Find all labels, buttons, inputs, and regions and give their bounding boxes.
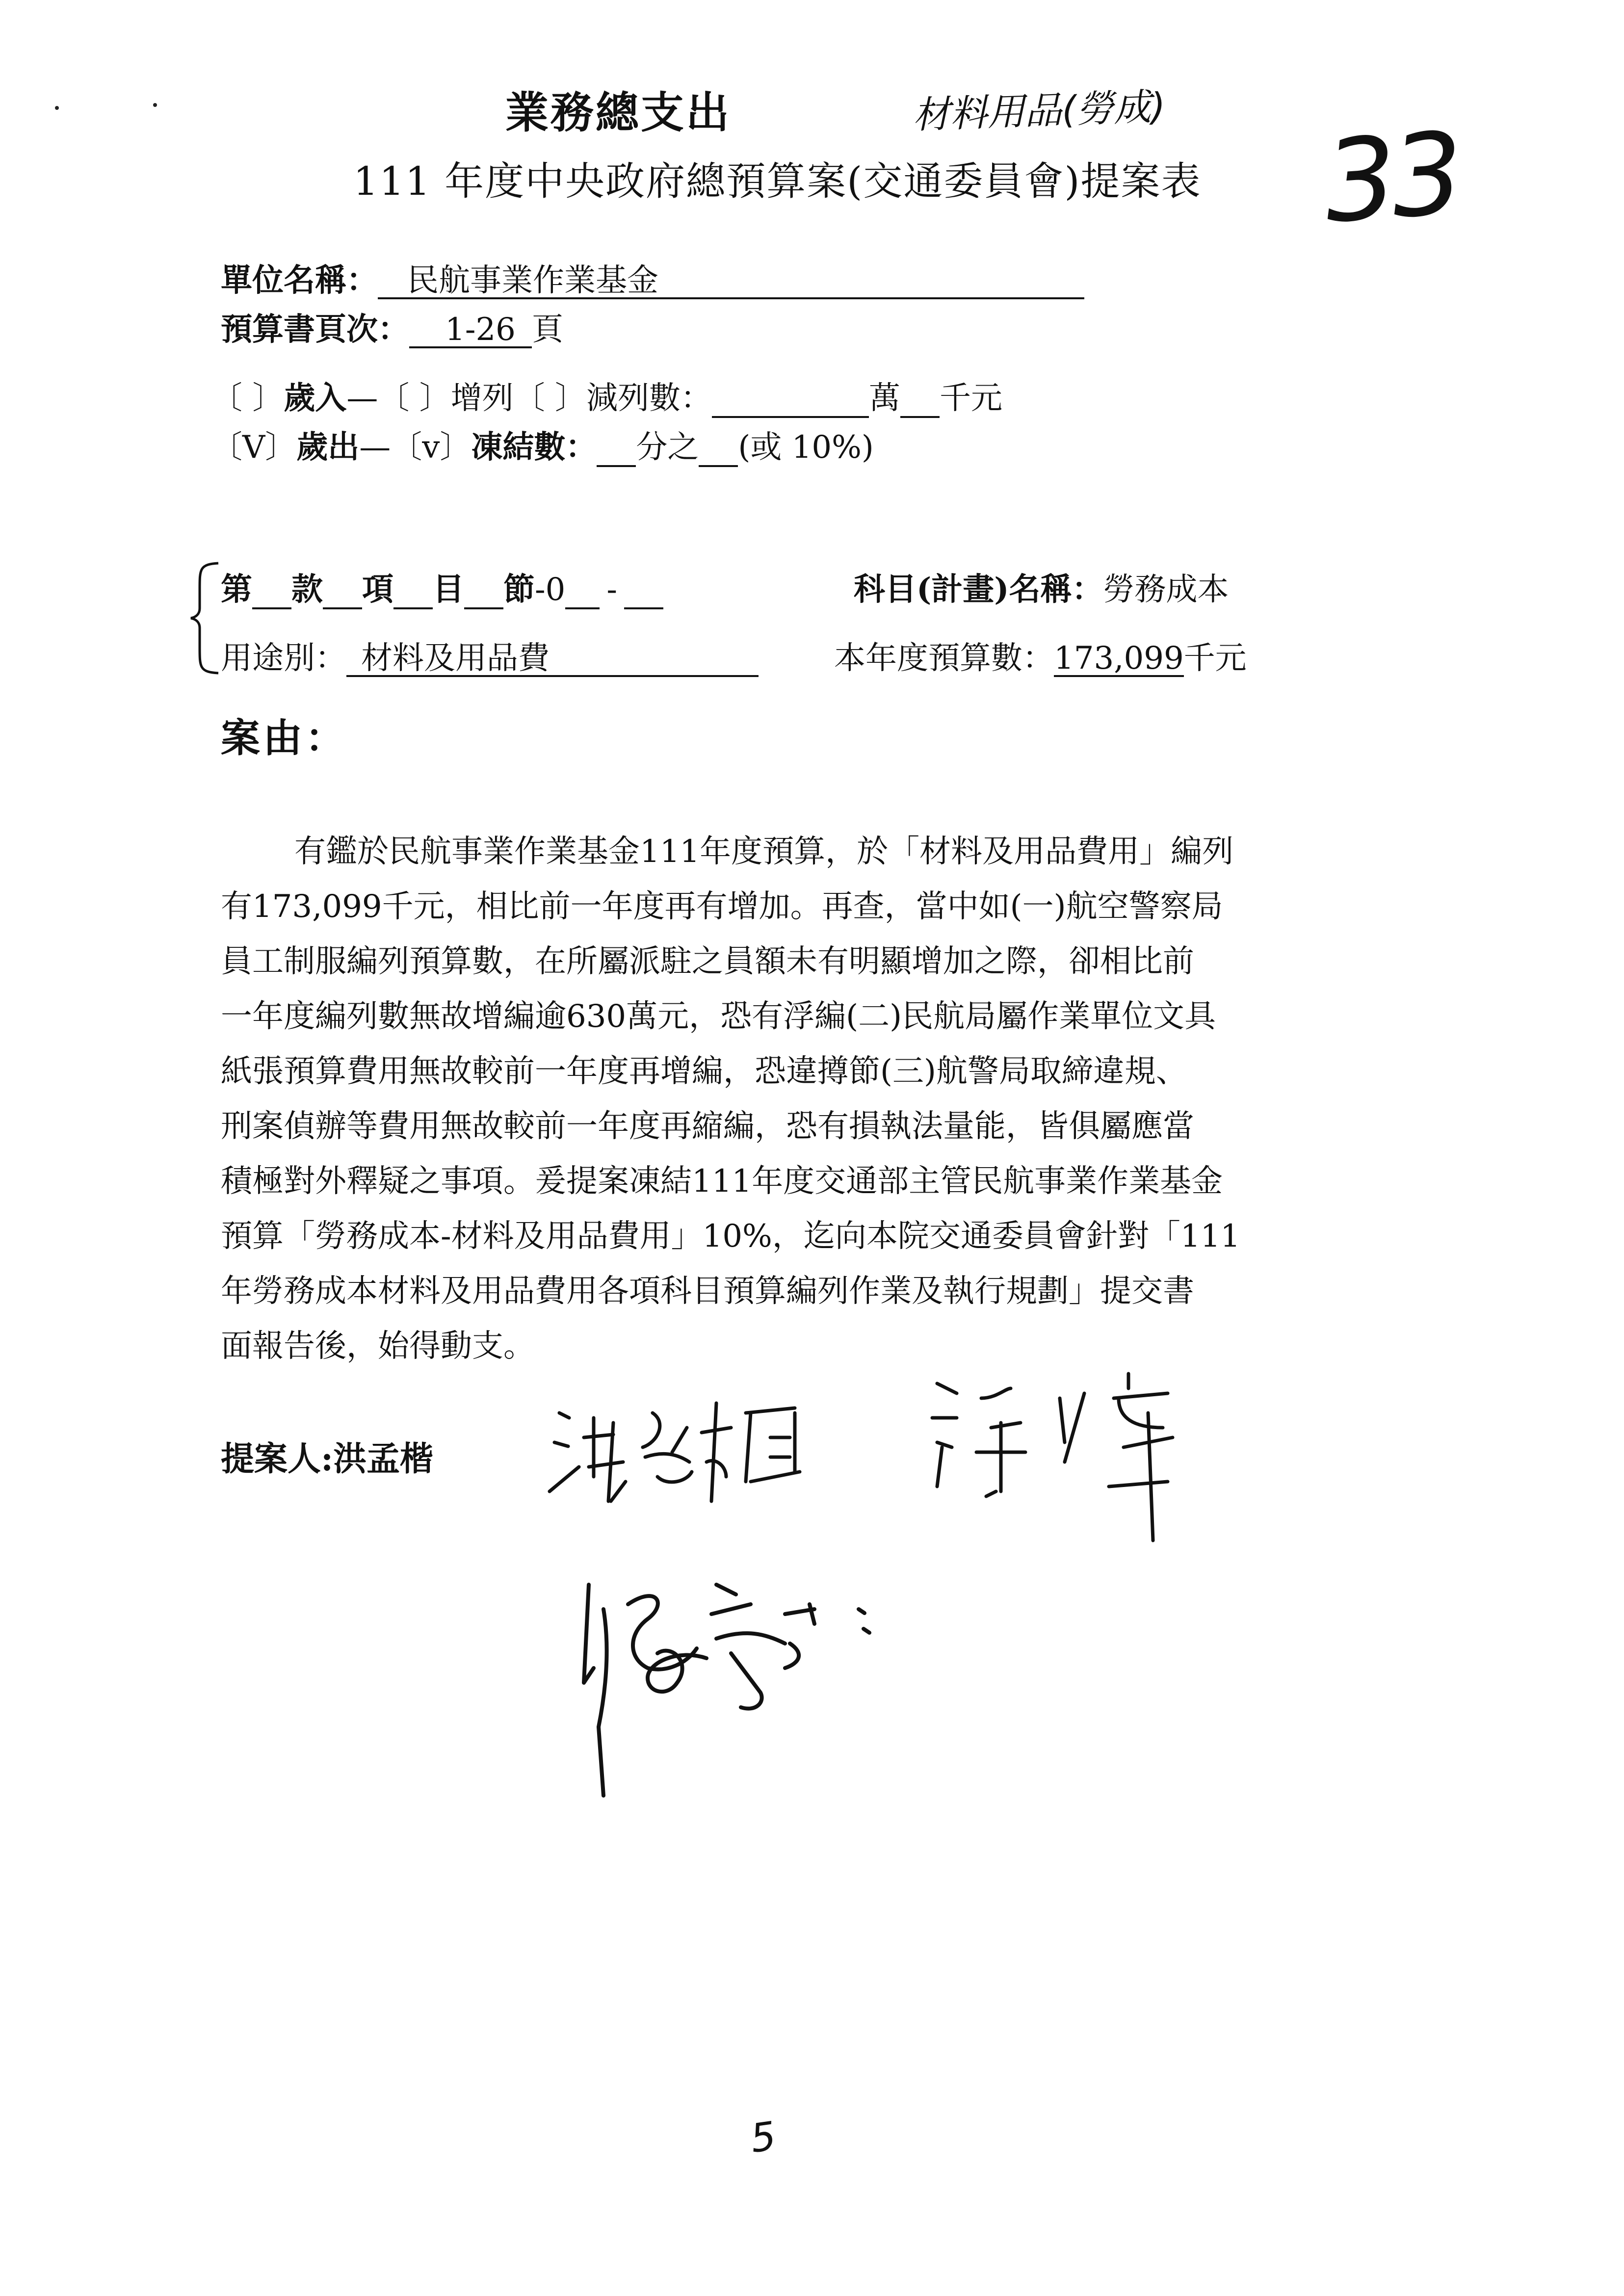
category-title: 業務總支出 [505, 87, 732, 138]
jie-value: -0 [535, 572, 566, 608]
proposer-name: 洪孟楷 [333, 1439, 434, 1479]
budget-value: 173,099 [1054, 640, 1184, 677]
revenue-checkbox: 〔 〕 [211, 380, 284, 417]
expense-label: 歲出 [296, 429, 360, 466]
budget-label: 本年度預算數： [834, 640, 1054, 677]
wan-blank [712, 386, 869, 418]
freeze-label: 凍結數： [471, 429, 597, 466]
case-line: 一年度編列數無故增編逾630萬元，恐有浮編(二)民航局屬作業單位文具 [221, 998, 1216, 1035]
scan-speck [55, 106, 59, 110]
case-line: 積極對外釋疑之事項。爰提案凍結111年度交通部主管民航事業作業基金 [221, 1163, 1223, 1200]
page-ref-label: 預算書頁次： [221, 311, 409, 348]
expense-checkbox: 〔V〕 [211, 429, 297, 466]
subject-value: 勞務成本 [1103, 572, 1229, 608]
revenue-row: 〔 〕歲入—〔 〕增列〔 〕減列數： 萬 千元 [211, 373, 1002, 418]
thousand-label: 千元 [940, 380, 1003, 417]
thousand-blank [900, 386, 940, 418]
page-ref-suffix: 頁 [532, 312, 563, 348]
case-line: 面報告後，始得動支。 [221, 1328, 535, 1364]
budget-unit: 千元 [1183, 640, 1247, 677]
page-ref-value: 1-26 [409, 313, 532, 348]
page-ref-row [221, 304, 563, 349]
usage-label: 用途別： [221, 640, 346, 677]
wan-label: 萬 [869, 380, 901, 417]
unit-label: 單位名稱： [221, 262, 378, 299]
page-title: 111 年度中央政府總預算案(交通委員會)提案表 [353, 158, 1202, 204]
case-line: 有173,099千元，相比前一年度再有增加。再查，當中如(一)航空警察局 [221, 888, 1223, 925]
decrease-label: 減列數： [586, 380, 712, 417]
signature-2 [922, 1369, 1236, 1545]
revenue-label: 歲入 [284, 380, 347, 417]
percent-note: (或 10%) [738, 429, 874, 466]
fraction-numerator-blank [699, 435, 738, 467]
item-code-row: 第 款 項 目 節-0 - [221, 564, 663, 609]
case-body [221, 824, 1408, 1374]
page-number: 5 [747, 2113, 779, 2162]
signature-3 [554, 1555, 927, 1810]
fraction-mid: 分之 [636, 429, 699, 466]
usage-row [221, 633, 759, 678]
case-line: 員工制服編列預算數，在所屬派駐之員額未有明顯增加之際，卻相比前 [221, 943, 1194, 980]
case-line: 年勞務成本材料及用品費用各項科目預算編列作業及執行規劃」提交書 [221, 1273, 1194, 1309]
unit-row [221, 255, 1084, 300]
mu-blank [393, 577, 433, 609]
freeze-checkbox: 〔v〕 [391, 429, 471, 466]
case-heading: 案由： [221, 715, 347, 761]
budget-row [834, 633, 1247, 678]
xiang-blank [323, 577, 362, 609]
jie-blank-2 [565, 577, 600, 609]
scan-speck [153, 103, 157, 107]
usage-value: 材料及用品費 [346, 642, 759, 677]
jie-blank-3 [624, 577, 663, 609]
proposer-label: 提案人: [221, 1439, 334, 1479]
handwritten-number: 33 [1320, 108, 1463, 249]
increase-label: 增列 [450, 380, 514, 417]
item-bracket [189, 559, 223, 677]
case-line: 紙張預算費用無故較前一年度再增編，恐違撙節(三)航警局取締違規、 [221, 1053, 1187, 1090]
subject-row [854, 564, 1229, 609]
handwritten-note: 材料用品(勞成) [912, 84, 1166, 137]
unit-value: 民航事業作業基金 [378, 264, 1084, 299]
signature-1 [540, 1383, 883, 1531]
case-line: 預算「勞務成本-材料及用品費用」10%，迄向本院交通委員會針對「111 [221, 1218, 1241, 1254]
kuan-blank [252, 577, 291, 609]
case-line: 刑案偵辦等費用無故較前一年度再縮編，恐有損執法量能，皆俱屬應當 [221, 1108, 1194, 1145]
subject-label: 科目(計畫)名稱： [854, 571, 1103, 608]
decrease-checkbox: 〔 〕 [513, 380, 587, 417]
fraction-denominator-blank [597, 435, 636, 467]
expense-row: 〔V〕歲出—〔v〕凍結數： 分之 (或 10%) [211, 422, 874, 467]
proposer-row [221, 1433, 433, 1480]
jie-blank [464, 577, 503, 609]
increase-checkbox: 〔 〕 [378, 380, 451, 417]
case-line: 有鑑於民航事業作業基金111年度預算，於「材料及用品費用」編列 [294, 834, 1234, 870]
